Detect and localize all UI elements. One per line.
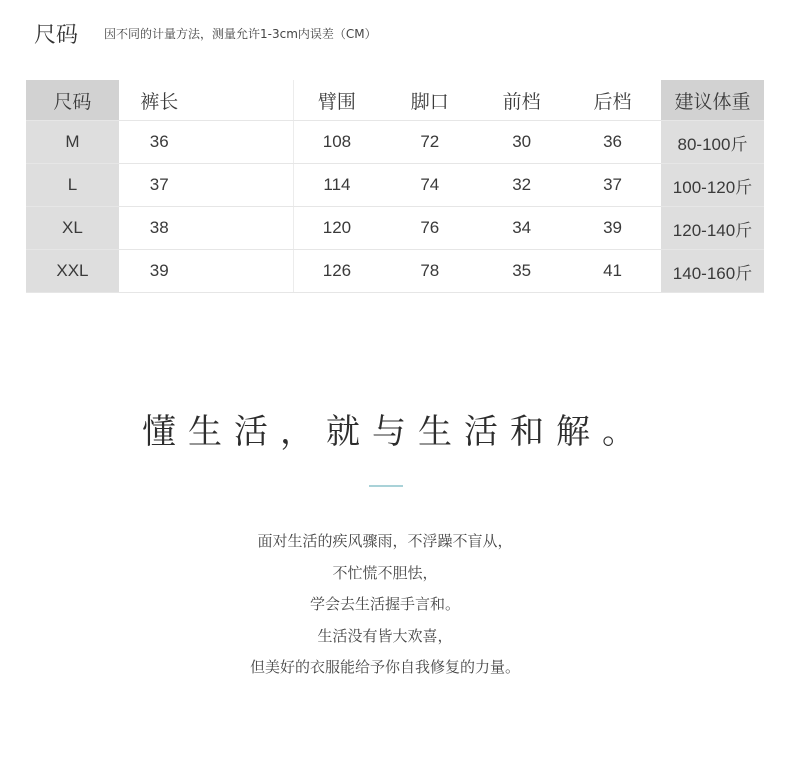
- cell-leg-opening: 78: [380, 250, 479, 293]
- cell-leg-opening: 72: [380, 121, 479, 164]
- cell-back-rise: 36: [564, 121, 661, 164]
- poem-line: 生活没有皆大欢喜，: [317, 626, 453, 645]
- cell-front-rise: 35: [479, 250, 564, 293]
- cell-pant-length: 36: [119, 121, 200, 164]
- cell-blank: [200, 250, 293, 293]
- cell-pant-length: 38: [119, 207, 200, 250]
- cell-size: XL: [26, 207, 119, 250]
- measurement-note: 因不同的计量方法，测量允许1-3cm内误差（CM）: [104, 27, 377, 41]
- cell-front-rise: 32: [479, 164, 564, 207]
- cell-blank: [200, 207, 293, 250]
- table-row: [26, 250, 764, 293]
- cell-size: XXL: [26, 250, 119, 293]
- table-row: [26, 207, 764, 250]
- table-header-row: [26, 80, 764, 121]
- header-cell-size: 尺码: [26, 80, 119, 121]
- cell-recommended-weight: 80-100斤: [661, 121, 764, 164]
- cell-back-rise: 37: [564, 164, 661, 207]
- header-cell-circumference: 臂围: [293, 80, 380, 121]
- cell-leg-opening: 74: [380, 164, 479, 207]
- header-cell-blank: [200, 80, 293, 121]
- poem-line: 不忙慌不胆怯，: [332, 563, 438, 582]
- cell-back-rise: 39: [564, 207, 661, 250]
- cell-front-rise: 30: [479, 121, 564, 164]
- size-table: [26, 80, 764, 293]
- cell-size: L: [26, 164, 119, 207]
- cell-circumference: 114: [293, 164, 380, 207]
- poem-line: 学会去生活握手言和。: [309, 595, 460, 613]
- cell-circumference: 120: [293, 207, 380, 250]
- table-row: [26, 121, 764, 164]
- header-cell-recommended-weight: 建议体重: [661, 80, 764, 121]
- slogan-heading: 懂生活，就与生活和解。: [142, 412, 648, 452]
- poem-text: [0, 526, 770, 684]
- cell-size: M: [26, 121, 119, 164]
- cell-recommended-weight: 140-160斤: [661, 250, 764, 293]
- table-row: [26, 164, 764, 207]
- header-cell-back-rise: 后档: [564, 80, 661, 121]
- cell-circumference: 108: [293, 121, 380, 164]
- cell-pant-length: 39: [119, 250, 200, 293]
- header-cell-front-rise: 前档: [479, 80, 564, 121]
- cell-back-rise: 41: [564, 250, 661, 293]
- size-chart-heading: [34, 18, 377, 49]
- poem-line: 面对生活的疾风骤雨，不浮躁不盲从，: [257, 532, 513, 550]
- cell-circumference: 126: [293, 250, 380, 293]
- cell-recommended-weight: 120-140斤: [661, 207, 764, 250]
- poem-line: 但美好的衣服能给予你自我修复的力量。: [249, 658, 520, 676]
- header-cell-leg-opening: 脚口: [380, 80, 479, 121]
- size-chart-title: 尺码: [34, 23, 79, 48]
- cell-pant-length: 37: [119, 164, 200, 207]
- cell-blank: [200, 164, 293, 207]
- cell-recommended-weight: 100-120斤: [661, 164, 764, 207]
- cell-blank: [200, 121, 293, 164]
- cell-front-rise: 34: [479, 207, 564, 250]
- cell-leg-opening: 76: [380, 207, 479, 250]
- header-cell-pant-length: 裤长: [119, 80, 200, 121]
- accent-divider: [369, 485, 403, 487]
